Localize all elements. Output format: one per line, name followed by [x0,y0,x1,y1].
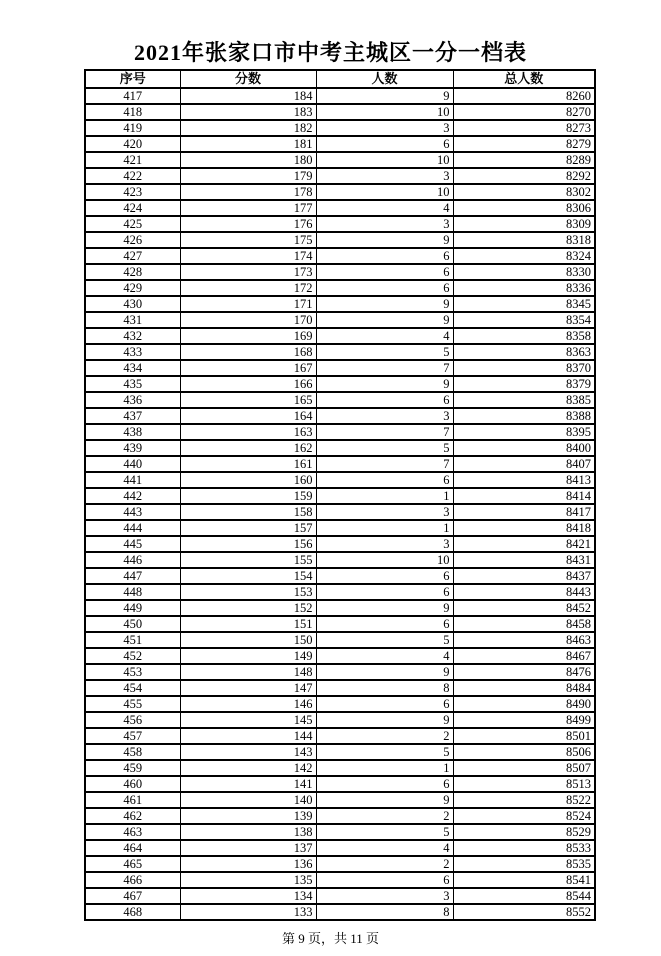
header-count: 人数 [316,70,453,88]
serial-cell: 445 [85,536,180,552]
count-cell: 6 [316,280,453,296]
count-cell: 6 [316,392,453,408]
count-cell: 10 [316,104,453,120]
serial-cell: 461 [85,792,180,808]
header-serial: 序号 [85,70,180,88]
serial-cell: 446 [85,552,180,568]
score-cell: 173 [180,264,316,280]
table-row [85,280,595,296]
total-cell: 8345 [453,296,595,312]
total-cell: 8388 [453,408,595,424]
serial-cell: 424 [85,200,180,216]
score-cell: 136 [180,856,316,872]
score-cell: 153 [180,584,316,600]
table-row [85,504,595,520]
total-cell: 8529 [453,824,595,840]
serial-cell: 436 [85,392,180,408]
table-row [85,680,595,696]
count-cell: 9 [316,664,453,680]
count-cell: 4 [316,648,453,664]
count-cell: 9 [316,232,453,248]
table-row [85,296,595,312]
table-row [85,584,595,600]
table-row [85,872,595,888]
table-row [85,392,595,408]
score-cell: 151 [180,616,316,632]
table-row [85,344,595,360]
score-cell: 149 [180,648,316,664]
serial-cell: 452 [85,648,180,664]
total-cell: 8541 [453,872,595,888]
page-title: 2021年张家口市中考主城区一分一档表 [133,40,527,65]
table-row [85,712,595,728]
count-cell: 4 [316,328,453,344]
total-cell: 8395 [453,424,595,440]
score-cell: 162 [180,440,316,456]
score-cell: 156 [180,536,316,552]
score-cell: 147 [180,680,316,696]
serial-cell: 462 [85,808,180,824]
total-cell: 8336 [453,280,595,296]
serial-cell: 443 [85,504,180,520]
score-cell: 161 [180,456,316,472]
table-row [85,760,595,776]
count-cell: 9 [316,312,453,328]
table-row [85,376,595,392]
table-row [85,824,595,840]
score-cell: 146 [180,696,316,712]
serial-cell: 418 [85,104,180,120]
total-cell: 8306 [453,200,595,216]
table-row [85,536,595,552]
score-cell: 137 [180,840,316,856]
score-cell: 166 [180,376,316,392]
score-cell: 158 [180,504,316,520]
count-cell: 6 [316,616,453,632]
serial-cell: 444 [85,520,180,536]
count-cell: 7 [316,360,453,376]
total-cell: 8289 [453,152,595,168]
table-body [85,88,595,920]
score-cell: 143 [180,744,316,760]
total-cell: 8385 [453,392,595,408]
serial-cell: 428 [85,264,180,280]
table-row [85,856,595,872]
table-row [85,888,595,904]
serial-cell: 455 [85,696,180,712]
count-cell: 3 [316,888,453,904]
table-row [85,904,595,920]
total-cell: 8270 [453,104,595,120]
header-total: 总人数 [453,70,595,88]
serial-cell: 417 [85,88,180,104]
header-score: 分数 [180,70,316,88]
count-cell: 9 [316,376,453,392]
count-cell: 7 [316,424,453,440]
table-row [85,104,595,120]
score-cell: 138 [180,824,316,840]
score-cell: 180 [180,152,316,168]
serial-cell: 423 [85,184,180,200]
total-cell: 8292 [453,168,595,184]
total-cell: 8552 [453,904,595,920]
serial-cell: 464 [85,840,180,856]
count-cell: 10 [316,184,453,200]
count-cell: 9 [316,600,453,616]
score-cell: 159 [180,488,316,504]
count-cell: 1 [316,760,453,776]
score-cell: 167 [180,360,316,376]
count-cell: 5 [316,344,453,360]
count-cell: 6 [316,136,453,152]
count-cell: 2 [316,728,453,744]
score-cell: 157 [180,520,316,536]
count-cell: 3 [316,536,453,552]
total-cell: 8476 [453,664,595,680]
score-cell: 179 [180,168,316,184]
total-cell: 8273 [453,120,595,136]
table-row [85,520,595,536]
count-cell: 6 [316,776,453,792]
serial-cell: 467 [85,888,180,904]
score-cell: 160 [180,472,316,488]
count-cell: 2 [316,808,453,824]
table-row [85,648,595,664]
score-cell: 178 [180,184,316,200]
count-cell: 3 [316,216,453,232]
count-cell: 10 [316,552,453,568]
total-cell: 8370 [453,360,595,376]
total-cell: 8421 [453,536,595,552]
count-cell: 6 [316,472,453,488]
total-cell: 8506 [453,744,595,760]
count-cell: 9 [316,712,453,728]
table-row [85,632,595,648]
score-cell: 150 [180,632,316,648]
serial-cell: 465 [85,856,180,872]
serial-cell: 430 [85,296,180,312]
table-row [85,568,595,584]
table-row [85,664,595,680]
score-cell: 148 [180,664,316,680]
count-cell: 6 [316,568,453,584]
serial-cell: 454 [85,680,180,696]
table-row [85,120,595,136]
serial-cell: 440 [85,456,180,472]
serial-cell: 432 [85,328,180,344]
serial-cell: 459 [85,760,180,776]
score-cell: 176 [180,216,316,232]
count-cell: 5 [316,744,453,760]
score-cell: 152 [180,600,316,616]
total-cell: 8499 [453,712,595,728]
table-row [85,152,595,168]
total-cell: 8413 [453,472,595,488]
table-row [85,728,595,744]
total-cell: 8522 [453,792,595,808]
score-cell: 165 [180,392,316,408]
total-cell: 8363 [453,344,595,360]
total-cell: 8524 [453,808,595,824]
serial-cell: 451 [85,632,180,648]
score-cell: 164 [180,408,316,424]
table-row [85,744,595,760]
table-row [85,792,595,808]
serial-cell: 458 [85,744,180,760]
count-cell: 6 [316,248,453,264]
score-cell: 155 [180,552,316,568]
serial-cell: 449 [85,600,180,616]
table-row [85,552,595,568]
count-cell: 2 [316,856,453,872]
table-row [85,248,595,264]
total-cell: 8354 [453,312,595,328]
serial-cell: 441 [85,472,180,488]
table-row [85,408,595,424]
serial-cell: 448 [85,584,180,600]
serial-cell: 429 [85,280,180,296]
serial-cell: 437 [85,408,180,424]
serial-cell: 453 [85,664,180,680]
total-cell: 8533 [453,840,595,856]
serial-cell: 419 [85,120,180,136]
total-cell: 8407 [453,456,595,472]
total-cell: 8458 [453,616,595,632]
count-cell: 1 [316,488,453,504]
score-cell: 183 [180,104,316,120]
table-row [85,776,595,792]
table-row [85,840,595,856]
count-cell: 3 [316,168,453,184]
table-row [85,136,595,152]
table-row [85,696,595,712]
table-row [85,312,595,328]
page-number: 第 9 页，共 11 页 [281,931,380,946]
serial-cell: 457 [85,728,180,744]
table-row [85,808,595,824]
count-cell: 9 [316,88,453,104]
score-cell: 168 [180,344,316,360]
score-cell: 184 [180,88,316,104]
score-cell: 140 [180,792,316,808]
total-cell: 8437 [453,568,595,584]
serial-cell: 431 [85,312,180,328]
table-row [85,264,595,280]
score-cell: 174 [180,248,316,264]
total-cell: 8452 [453,600,595,616]
total-cell: 8318 [453,232,595,248]
score-cell: 133 [180,904,316,920]
table-row [85,328,595,344]
total-cell: 8330 [453,264,595,280]
table-row [85,216,595,232]
table-row [85,472,595,488]
score-cell: 181 [180,136,316,152]
score-cell: 169 [180,328,316,344]
serial-cell: 425 [85,216,180,232]
count-cell: 5 [316,824,453,840]
serial-cell: 433 [85,344,180,360]
total-cell: 8535 [453,856,595,872]
table-row [85,488,595,504]
serial-cell: 468 [85,904,180,920]
serial-cell: 426 [85,232,180,248]
serial-cell: 466 [85,872,180,888]
score-cell: 141 [180,776,316,792]
total-cell: 8501 [453,728,595,744]
table-row [85,616,595,632]
serial-cell: 439 [85,440,180,456]
score-cell: 139 [180,808,316,824]
table-row [85,600,595,616]
serial-cell: 442 [85,488,180,504]
total-cell: 8324 [453,248,595,264]
count-cell: 6 [316,584,453,600]
serial-cell: 450 [85,616,180,632]
serial-cell: 420 [85,136,180,152]
count-cell: 1 [316,520,453,536]
total-cell: 8418 [453,520,595,536]
serial-cell: 435 [85,376,180,392]
score-cell: 163 [180,424,316,440]
count-cell: 8 [316,680,453,696]
serial-cell: 427 [85,248,180,264]
table-row [85,184,595,200]
total-cell: 8260 [453,88,595,104]
score-distribution-table [84,69,596,921]
table-header-row [85,70,595,88]
score-cell: 175 [180,232,316,248]
total-cell: 8400 [453,440,595,456]
score-cell: 172 [180,280,316,296]
total-cell: 8513 [453,776,595,792]
count-cell: 3 [316,408,453,424]
serial-cell: 434 [85,360,180,376]
count-cell: 3 [316,504,453,520]
score-cell: 134 [180,888,316,904]
table-row [85,168,595,184]
score-cell: 154 [180,568,316,584]
serial-cell: 422 [85,168,180,184]
total-cell: 8467 [453,648,595,664]
serial-cell: 421 [85,152,180,168]
serial-cell: 463 [85,824,180,840]
table-row [85,360,595,376]
total-cell: 8463 [453,632,595,648]
serial-cell: 456 [85,712,180,728]
total-cell: 8302 [453,184,595,200]
count-cell: 9 [316,296,453,312]
count-cell: 5 [316,632,453,648]
total-cell: 8544 [453,888,595,904]
total-cell: 8443 [453,584,595,600]
total-cell: 8279 [453,136,595,152]
total-cell: 8431 [453,552,595,568]
count-cell: 7 [316,456,453,472]
count-cell: 6 [316,872,453,888]
table-row [85,232,595,248]
table-row [85,440,595,456]
count-cell: 8 [316,904,453,920]
count-cell: 9 [316,792,453,808]
total-cell: 8309 [453,216,595,232]
total-cell: 8417 [453,504,595,520]
total-cell: 8358 [453,328,595,344]
score-cell: 177 [180,200,316,216]
score-cell: 135 [180,872,316,888]
count-cell: 4 [316,200,453,216]
count-cell: 3 [316,120,453,136]
score-cell: 170 [180,312,316,328]
serial-cell: 447 [85,568,180,584]
total-cell: 8484 [453,680,595,696]
count-cell: 6 [316,264,453,280]
serial-cell: 460 [85,776,180,792]
total-cell: 8490 [453,696,595,712]
total-cell: 8379 [453,376,595,392]
serial-cell: 438 [85,424,180,440]
score-cell: 182 [180,120,316,136]
table-row [85,200,595,216]
count-cell: 10 [316,152,453,168]
total-cell: 8414 [453,488,595,504]
table-row [85,456,595,472]
table-row [85,424,595,440]
count-cell: 6 [316,696,453,712]
count-cell: 4 [316,840,453,856]
table-row [85,88,595,104]
total-cell: 8507 [453,760,595,776]
score-cell: 145 [180,712,316,728]
score-cell: 142 [180,760,316,776]
score-cell: 144 [180,728,316,744]
count-cell: 5 [316,440,453,456]
score-cell: 171 [180,296,316,312]
